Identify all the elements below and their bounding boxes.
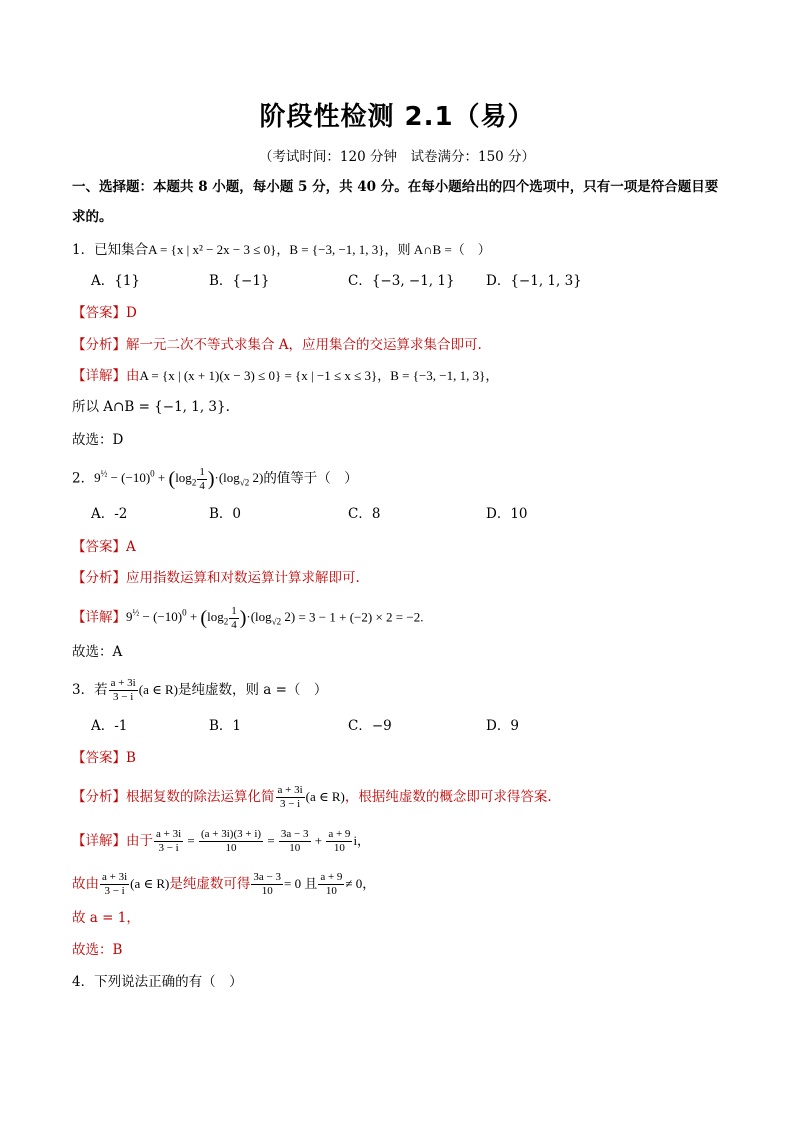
section-heading-line1: 一、选择题：本题共 8 小题，每小题 5 分，共 40 分。在每小题给出的四个选项中，只有一项是符合题目要 — [72, 179, 719, 195]
q2-analysis: 【分析】应用指数运算和对数运算计算求解即可. — [72, 570, 360, 586]
q1-answer: 【答案】D — [72, 305, 137, 321]
q1-analysis: 【分析】解一元二次不等式求集合 A，应用集合的交运算求集合即可. — [72, 337, 482, 353]
q3-option-b: B．1 — [209, 718, 242, 734]
q1-option-a: A．{1} — [91, 273, 141, 289]
q2-option-d: D．10 — [486, 506, 528, 522]
q2-option-b: B．0 — [209, 506, 242, 522]
q2-option-c: C．8 — [348, 506, 381, 522]
q3-stem: 3．若 $\frac{a + 3i}{3 - i}$ (a ∈ R)是纯虚数，则 a =（ ） — [72, 677, 328, 703]
q1-option-d: D．{−1, 1, 3} — [486, 273, 582, 289]
q3-analysis: 【分析】根据复数的除法运算化简 $\frac{a + 3i}{3 - i}$ (a ∈ R)，根据纯虚数的概念即可求得答案. — [72, 784, 552, 810]
exam-info: （考试时间：120 分钟 试卷满分：150 分） — [258, 149, 536, 165]
q3-detail-line2: 故由 $\frac{a + 3i}{3 - i}$ (a ∈ R)是纯虚数可得 $\frac{3a - 3}{10}$ = 0 且 $\frac{a + 9}{10}$ ≠ 0， — [72, 871, 376, 897]
q1-choose: 故选：D — [72, 432, 124, 448]
q3-option-a: A．-1 — [91, 718, 128, 734]
q3-option-c: C．−9 — [348, 718, 392, 734]
q2-answer: 【答案】A — [72, 539, 136, 555]
section-heading-line2: 求的。 — [72, 209, 113, 225]
q4-stem: 4．下列说法正确的有（ ） — [72, 974, 243, 990]
q1-detail: 【详解】由A = {x | (x + 1)(x − 3) ≤ 0} = {x | −1 ≤ x ≤ 3}，B = {−3, −1, 1, 3}， — [72, 368, 499, 384]
q2-stem: 2．$9^{\frac{1}{2}} - (-10)^0 + (\log_2$ $\frac{1}{4}$ )$\cdot(\log_{√2}$ 2)的值等于（ ） — [72, 465, 358, 492]
q1-detail-line2: 所以 A∩B = {−1, 1, 3}. — [72, 399, 230, 415]
q1-option-b: B．{−1} — [209, 273, 270, 289]
q3-option-d: D．9 — [486, 718, 519, 734]
q3-detail-line3: 故 a = 1， — [72, 910, 140, 926]
q2-detail: 【详解】$9^{\frac{1}{2}} - (-10)^0 + (\log_2$ $\frac{1}{4}$ )$\cdot(\log_{√2}$ 2) = 3 − 1 + (−2) × 2 = −2. — [72, 604, 424, 631]
page-title: 阶段性检测 2.1（易） — [259, 102, 535, 132]
q2-choose: 故选：A — [72, 644, 123, 660]
q2-option-a: A．-2 — [91, 506, 128, 522]
q3-detail: 【详解】由于 $\frac{a + 3i}{3 - i}$ = $\frac{(a + 3i)(3 + i)}{10}$ = $\frac{3a - 3}{10}$ + $\frac{a + 9}{10}$ i， — [72, 828, 371, 854]
q2-expression: $9^{\frac{1}{2}} - (-10)^0 + (\log_2$ $\frac{1}{4}$ )$\cdot(\log_{√2}$ 2) — [94, 465, 264, 492]
q3-choose: 故选：B — [72, 942, 123, 958]
q3-answer: 【答案】B — [72, 750, 136, 766]
q1-option-c: C．{−3, −1, 1} — [348, 273, 455, 289]
q1-stem: 1．已知集合A = {x | x² − 2x − 3 ≤ 0}，B = {−3, −1, 1, 3}，则 A∩B =（ ） — [72, 242, 491, 258]
